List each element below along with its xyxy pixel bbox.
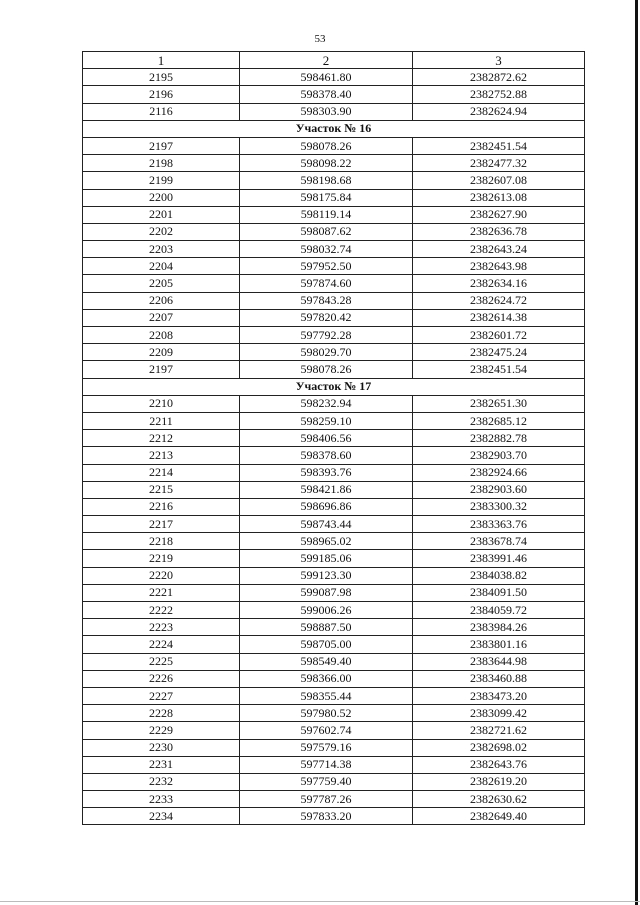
table-row (83, 687, 585, 704)
x-coordinate-cell: 597952.50 (240, 258, 413, 275)
section-label: Участок № 16 (83, 120, 585, 137)
y-coordinate-cell: 2383991.46 (413, 550, 585, 567)
point-number-cell: 2210 (83, 395, 240, 412)
table-row (83, 430, 585, 447)
point-number-cell: 2201 (83, 206, 240, 223)
y-coordinate-cell: 2382477.32 (413, 155, 585, 172)
x-coordinate-cell: 598198.68 (240, 172, 413, 189)
table-row (83, 722, 585, 739)
table-header-row (83, 52, 585, 69)
x-coordinate-cell: 598029.70 (240, 344, 413, 361)
x-coordinate-cell: 598078.26 (240, 137, 413, 154)
y-coordinate-cell: 2382451.54 (413, 137, 585, 154)
x-coordinate-cell: 598743.44 (240, 516, 413, 533)
y-coordinate-cell: 2383300.32 (413, 498, 585, 515)
point-number-cell: 2220 (83, 567, 240, 584)
table-row (83, 223, 585, 240)
x-coordinate-cell: 597874.60 (240, 275, 413, 292)
y-coordinate-cell: 2384059.72 (413, 602, 585, 619)
x-coordinate-cell: 597792.28 (240, 327, 413, 344)
table-row (83, 189, 585, 206)
y-coordinate-cell: 2382607.08 (413, 172, 585, 189)
point-number-cell: 2211 (83, 412, 240, 429)
y-coordinate-cell: 2382630.62 (413, 791, 585, 808)
x-coordinate-cell: 598549.40 (240, 653, 413, 670)
point-number-cell: 2196 (83, 86, 240, 103)
point-number-cell: 2116 (83, 103, 240, 120)
y-coordinate-cell: 2383099.42 (413, 705, 585, 722)
point-number-cell: 2198 (83, 155, 240, 172)
table-row (83, 516, 585, 533)
x-coordinate-cell: 598078.26 (240, 361, 413, 378)
x-coordinate-cell: 599185.06 (240, 550, 413, 567)
point-number-cell: 2207 (83, 309, 240, 326)
y-coordinate-cell: 2383363.76 (413, 516, 585, 533)
table-row (83, 739, 585, 756)
x-coordinate-cell: 598378.40 (240, 86, 413, 103)
x-coordinate-cell: 598378.60 (240, 447, 413, 464)
y-coordinate-cell: 2382619.20 (413, 773, 585, 790)
x-coordinate-cell: 598303.90 (240, 103, 413, 120)
y-coordinate-cell: 2382643.76 (413, 756, 585, 773)
x-coordinate-cell: 597602.74 (240, 722, 413, 739)
x-coordinate-cell: 597820.42 (240, 309, 413, 326)
table-row (83, 309, 585, 326)
point-number-cell: 2231 (83, 756, 240, 773)
scan-border-right (635, 0, 638, 905)
x-coordinate-cell: 598175.84 (240, 189, 413, 206)
y-coordinate-cell: 2382649.40 (413, 808, 585, 825)
y-coordinate-cell: 2383678.74 (413, 533, 585, 550)
table-body (83, 69, 585, 825)
x-coordinate-cell: 598366.00 (240, 670, 413, 687)
point-number-cell: 2203 (83, 241, 240, 258)
y-coordinate-cell: 2382613.08 (413, 189, 585, 206)
point-number-cell: 2232 (83, 773, 240, 790)
table-row (83, 498, 585, 515)
x-coordinate-cell: 598259.10 (240, 412, 413, 429)
x-coordinate-cell: 598696.86 (240, 498, 413, 515)
y-coordinate-cell: 2382651.30 (413, 395, 585, 412)
column-header: 1 (83, 52, 240, 69)
table-row (83, 584, 585, 601)
point-number-cell: 2219 (83, 550, 240, 567)
x-coordinate-cell: 598232.94 (240, 395, 413, 412)
y-coordinate-cell: 2383644.98 (413, 653, 585, 670)
point-number-cell: 2206 (83, 292, 240, 309)
y-coordinate-cell: 2382685.12 (413, 412, 585, 429)
y-coordinate-cell: 2382624.72 (413, 292, 585, 309)
table-row (83, 361, 585, 378)
point-number-cell: 2199 (83, 172, 240, 189)
point-number-cell: 2202 (83, 223, 240, 240)
x-coordinate-cell: 597787.26 (240, 791, 413, 808)
x-coordinate-cell: 597579.16 (240, 739, 413, 756)
y-coordinate-cell: 2383801.16 (413, 636, 585, 653)
point-number-cell: 2197 (83, 137, 240, 154)
point-number-cell: 2222 (83, 602, 240, 619)
y-coordinate-cell: 2382643.98 (413, 258, 585, 275)
y-coordinate-cell: 2382872.62 (413, 69, 585, 86)
section-header-row (83, 120, 585, 137)
y-coordinate-cell: 2382752.88 (413, 86, 585, 103)
point-number-cell: 2233 (83, 791, 240, 808)
x-coordinate-cell: 598393.76 (240, 464, 413, 481)
y-coordinate-cell: 2382451.54 (413, 361, 585, 378)
table-row (83, 327, 585, 344)
point-number-cell: 2215 (83, 481, 240, 498)
y-coordinate-cell: 2382721.62 (413, 722, 585, 739)
y-coordinate-cell: 2383473.20 (413, 687, 585, 704)
table-row (83, 86, 585, 103)
point-number-cell: 2197 (83, 361, 240, 378)
y-coordinate-cell: 2382903.70 (413, 447, 585, 464)
table-row (83, 206, 585, 223)
point-number-cell: 2213 (83, 447, 240, 464)
point-number-cell: 2204 (83, 258, 240, 275)
x-coordinate-cell: 597843.28 (240, 292, 413, 309)
table-row (83, 412, 585, 429)
table-row (83, 705, 585, 722)
point-number-cell: 2221 (83, 584, 240, 601)
point-number-cell: 2214 (83, 464, 240, 481)
table-row (83, 636, 585, 653)
y-coordinate-cell: 2382882.78 (413, 430, 585, 447)
table-row (83, 619, 585, 636)
y-coordinate-cell: 2382627.90 (413, 206, 585, 223)
scan-border-bottom (0, 901, 640, 902)
section-label: Участок № 17 (83, 378, 585, 395)
y-coordinate-cell: 2382601.72 (413, 327, 585, 344)
x-coordinate-cell: 598705.00 (240, 636, 413, 653)
point-number-cell: 2225 (83, 653, 240, 670)
table-row (83, 155, 585, 172)
y-coordinate-cell: 2382698.02 (413, 739, 585, 756)
table-row (83, 791, 585, 808)
y-coordinate-cell: 2384091.50 (413, 584, 585, 601)
table-row (83, 258, 585, 275)
y-coordinate-cell: 2383984.26 (413, 619, 585, 636)
table-row (83, 103, 585, 120)
point-number-cell: 2218 (83, 533, 240, 550)
point-number-cell: 2209 (83, 344, 240, 361)
page-number: 53 (314, 33, 326, 45)
x-coordinate-cell: 598421.86 (240, 481, 413, 498)
table-row (83, 137, 585, 154)
table-row (83, 481, 585, 498)
point-number-cell: 2223 (83, 619, 240, 636)
x-coordinate-cell: 597714.38 (240, 756, 413, 773)
point-number-cell: 2217 (83, 516, 240, 533)
y-coordinate-cell: 2383460.88 (413, 670, 585, 687)
x-coordinate-cell: 597980.52 (240, 705, 413, 722)
x-coordinate-cell: 598887.50 (240, 619, 413, 636)
x-coordinate-cell: 598098.22 (240, 155, 413, 172)
x-coordinate-cell: 598461.80 (240, 69, 413, 86)
y-coordinate-cell: 2382924.66 (413, 464, 585, 481)
table-row (83, 395, 585, 412)
table-row (83, 567, 585, 584)
point-number-cell: 2226 (83, 670, 240, 687)
point-number-cell: 2229 (83, 722, 240, 739)
table-row (83, 241, 585, 258)
table-row (83, 602, 585, 619)
table-row (83, 344, 585, 361)
y-coordinate-cell: 2382624.94 (413, 103, 585, 120)
y-coordinate-cell: 2382643.24 (413, 241, 585, 258)
point-number-cell: 2224 (83, 636, 240, 653)
table-row (83, 464, 585, 481)
table-row (83, 292, 585, 309)
table-row (83, 756, 585, 773)
x-coordinate-cell: 598119.14 (240, 206, 413, 223)
table-row (83, 808, 585, 825)
x-coordinate-cell: 598032.74 (240, 241, 413, 258)
x-coordinate-cell: 597759.40 (240, 773, 413, 790)
point-number-cell: 2234 (83, 808, 240, 825)
table-row (83, 670, 585, 687)
y-coordinate-cell: 2382634.16 (413, 275, 585, 292)
point-number-cell: 2212 (83, 430, 240, 447)
table-row (83, 773, 585, 790)
table-row (83, 69, 585, 86)
x-coordinate-cell: 598965.02 (240, 533, 413, 550)
coordinates-table (82, 51, 585, 825)
point-number-cell: 2228 (83, 705, 240, 722)
point-number-cell: 2227 (83, 687, 240, 704)
x-coordinate-cell: 598406.56 (240, 430, 413, 447)
point-number-cell: 2216 (83, 498, 240, 515)
x-coordinate-cell: 599123.30 (240, 567, 413, 584)
x-coordinate-cell: 598087.62 (240, 223, 413, 240)
section-header-row (83, 378, 585, 395)
table-row (83, 653, 585, 670)
column-header: 3 (413, 52, 585, 69)
table-row (83, 550, 585, 567)
column-header: 2 (240, 52, 413, 69)
x-coordinate-cell: 598355.44 (240, 687, 413, 704)
point-number-cell: 2208 (83, 327, 240, 344)
x-coordinate-cell: 599006.26 (240, 602, 413, 619)
point-number-cell: 2205 (83, 275, 240, 292)
x-coordinate-cell: 597833.20 (240, 808, 413, 825)
point-number-cell: 2195 (83, 69, 240, 86)
table-row (83, 533, 585, 550)
y-coordinate-cell: 2382614.38 (413, 309, 585, 326)
point-number-cell: 2200 (83, 189, 240, 206)
x-coordinate-cell: 599087.98 (240, 584, 413, 601)
y-coordinate-cell: 2382636.78 (413, 223, 585, 240)
table-row (83, 172, 585, 189)
y-coordinate-cell: 2384038.82 (413, 567, 585, 584)
table-row (83, 447, 585, 464)
y-coordinate-cell: 2382475.24 (413, 344, 585, 361)
point-number-cell: 2230 (83, 739, 240, 756)
table-row (83, 275, 585, 292)
y-coordinate-cell: 2382903.60 (413, 481, 585, 498)
